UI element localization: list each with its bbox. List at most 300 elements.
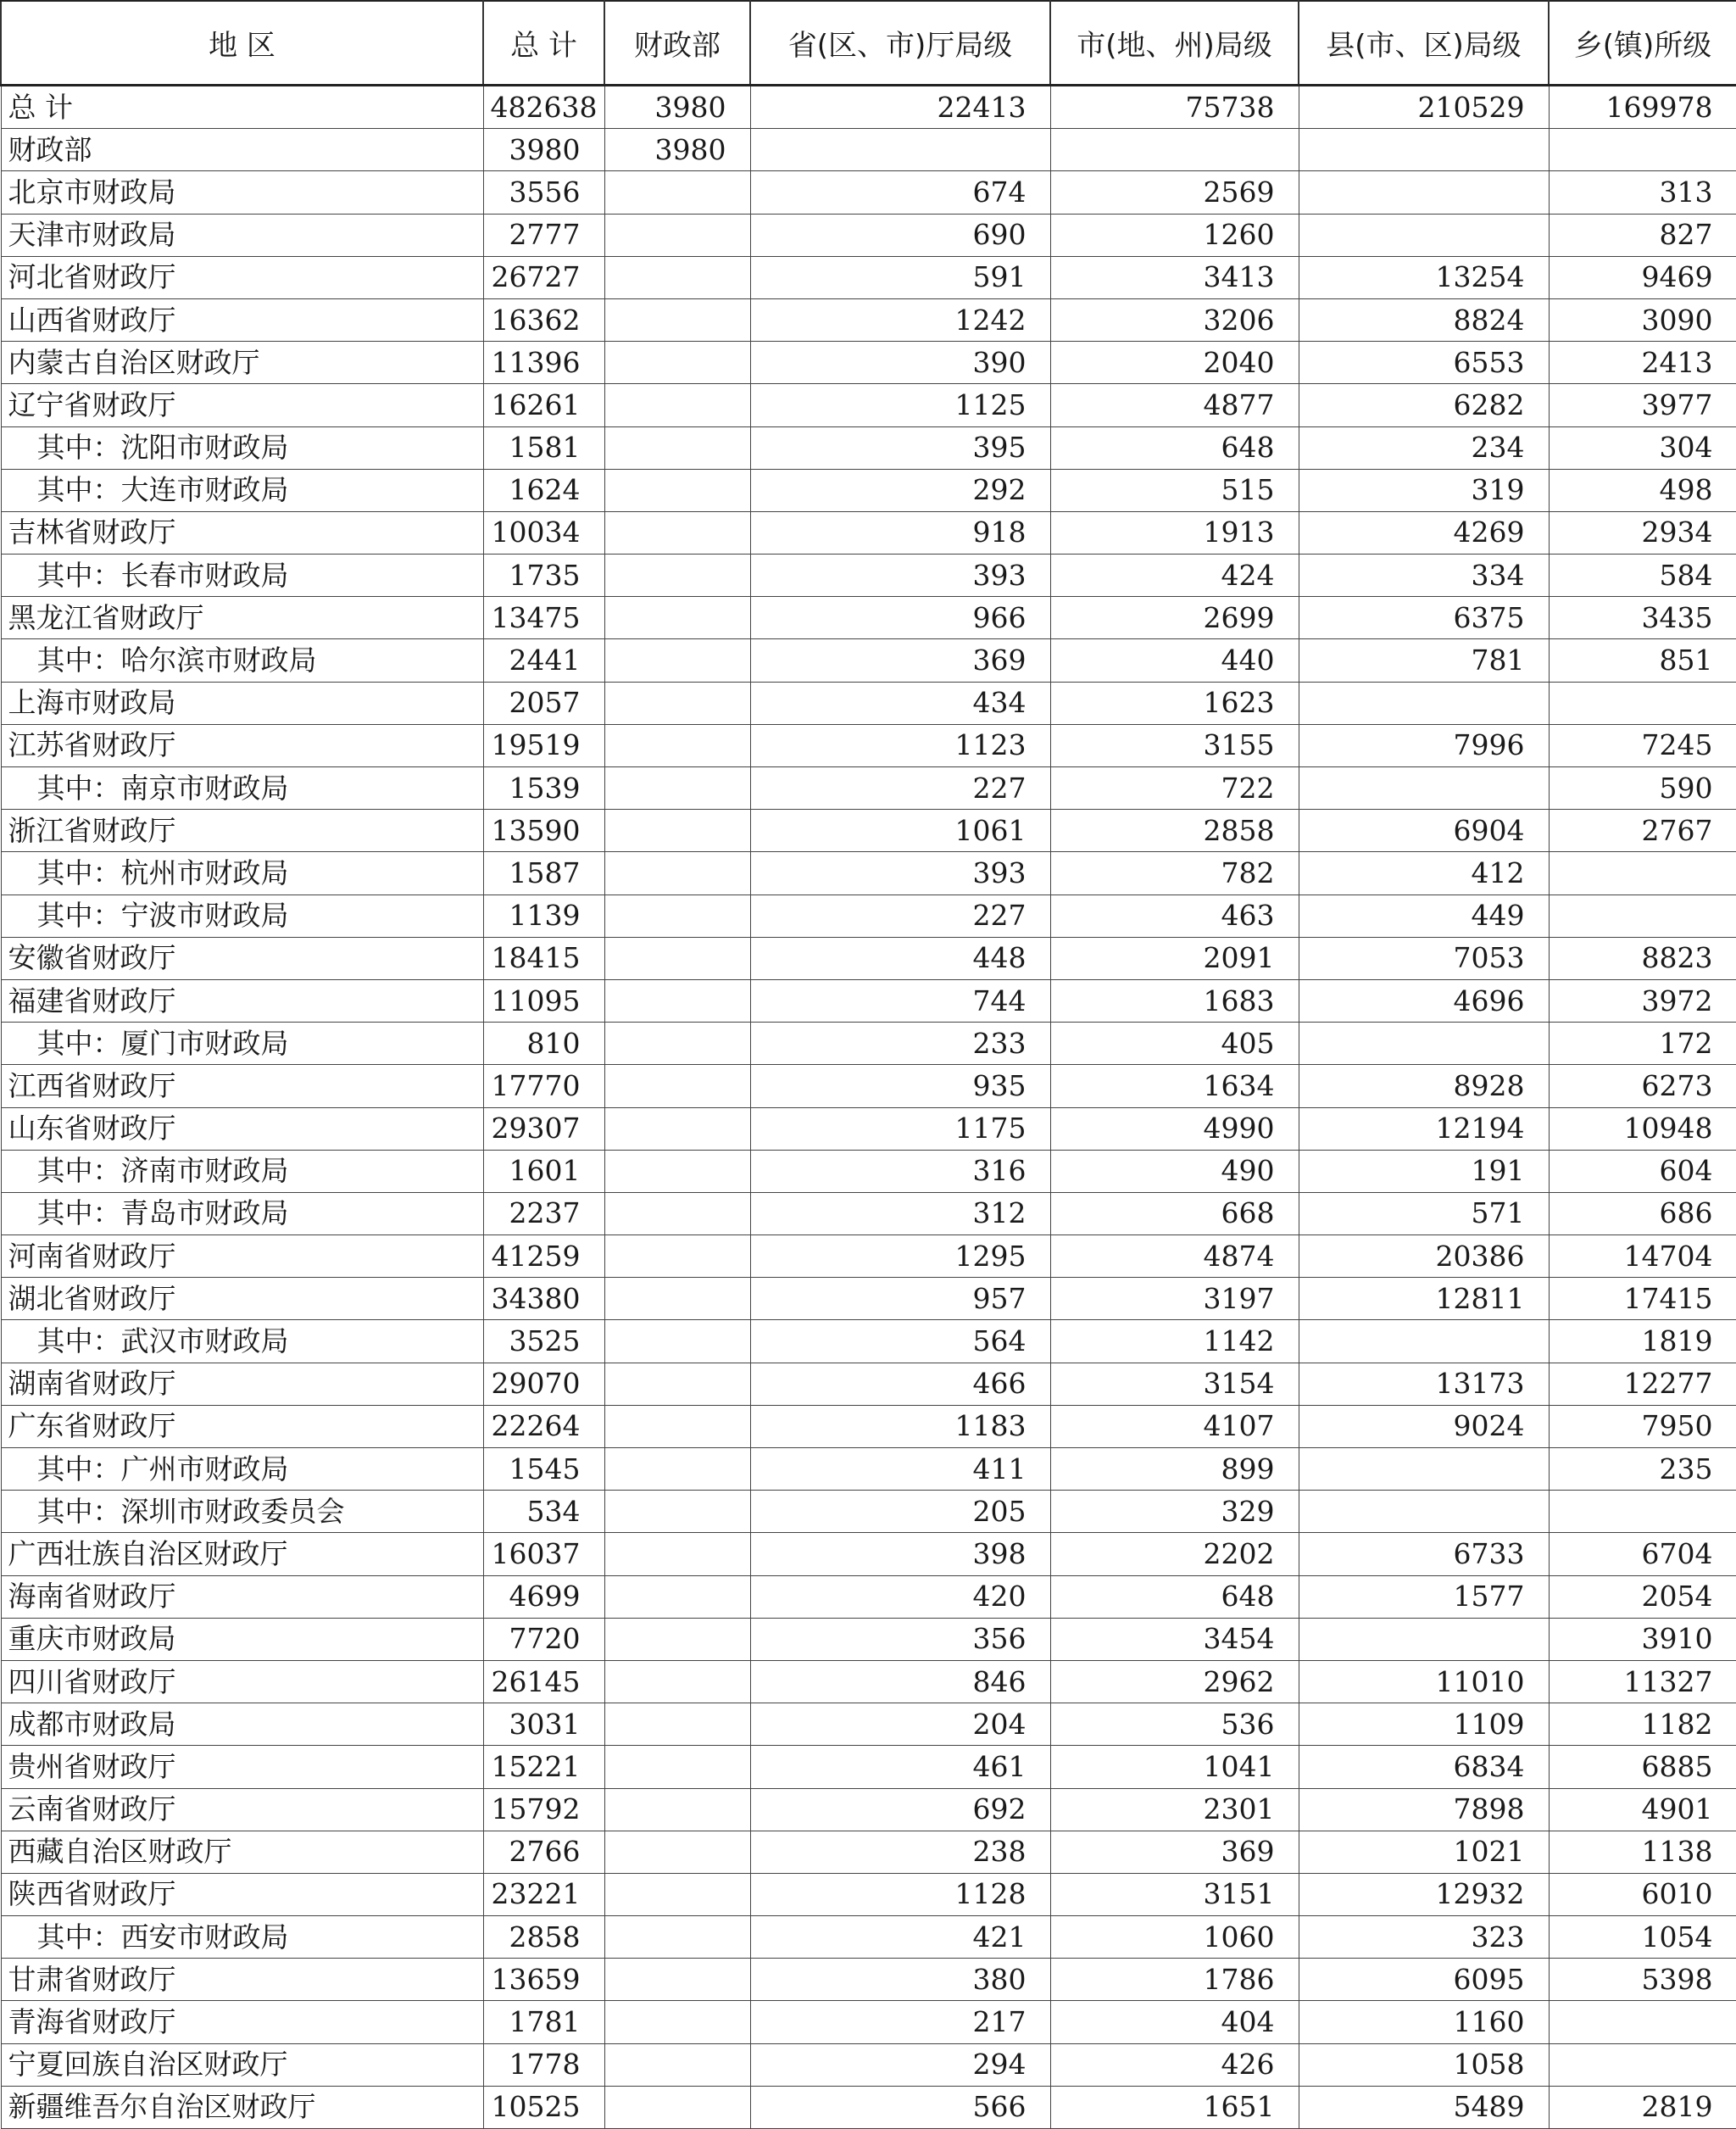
cell-ministry [604, 384, 750, 426]
cell-township-level: 313 [1549, 171, 1736, 214]
cell-city-level: 2091 [1050, 937, 1299, 979]
cell-total: 4699 [483, 1575, 604, 1618]
table-row [1, 1533, 1736, 1575]
cell-city-level: 3413 [1050, 256, 1299, 298]
table-row [1, 171, 1736, 214]
cell-township-level: 2054 [1549, 1575, 1736, 1618]
cell-total: 10034 [483, 511, 604, 554]
cell-province-level: 395 [750, 426, 1050, 469]
cell-ministry [604, 1491, 750, 1533]
cell-province-level: 369 [750, 639, 1050, 682]
table-row [1, 555, 1736, 597]
cell-total: 13659 [483, 1959, 604, 2001]
cell-city-level: 329 [1050, 1491, 1299, 1533]
cell-province-level: 227 [750, 767, 1050, 810]
cell-ministry [604, 1235, 750, 1278]
cell-province-level: 380 [750, 1959, 1050, 2001]
cell-township-level: 304 [1549, 426, 1736, 469]
cell-county-level [1299, 214, 1549, 256]
cell-county-level: 449 [1299, 895, 1549, 937]
cell-province-level: 238 [750, 1831, 1050, 1873]
cell-township-level: 1819 [1549, 1320, 1736, 1363]
cell-city-level: 536 [1050, 1703, 1299, 1746]
header-township-level: 乡(镇)所级 [1549, 1, 1736, 86]
cell-township-level: 1138 [1549, 1831, 1736, 1873]
header-row [1, 1, 1736, 86]
cell-township-level: 2767 [1549, 810, 1736, 852]
cell-province-level: 1175 [750, 1107, 1050, 1150]
table-row [1, 298, 1736, 341]
cell-county-level: 412 [1299, 852, 1549, 895]
row-region-name: 湖北省财政厅 [1, 1278, 483, 1320]
cell-city-level: 463 [1050, 895, 1299, 937]
cell-county-level: 5489 [1299, 2086, 1549, 2128]
cell-city-level: 3155 [1050, 724, 1299, 766]
cell-city-level: 4990 [1050, 1107, 1299, 1150]
cell-county-level: 6733 [1299, 1533, 1549, 1575]
cell-city-level: 648 [1050, 1575, 1299, 1618]
cell-total: 2237 [483, 1192, 604, 1234]
row-region-name: 浙江省财政厅 [1, 810, 483, 852]
cell-province-level: 935 [750, 1065, 1050, 1107]
cell-county-level: 1021 [1299, 1831, 1549, 1873]
cell-township-level: 5398 [1549, 1959, 1736, 2001]
cell-total: 1624 [483, 469, 604, 511]
row-region-name: 其中：哈尔滨市财政局 [1, 639, 483, 682]
row-region-name: 陕西省财政厅 [1, 1873, 483, 1915]
cell-city-level: 4107 [1050, 1405, 1299, 1447]
row-region-name: 其中：大连市财政局 [1, 469, 483, 511]
cell-total: 3525 [483, 1320, 604, 1363]
cell-province-level: 1125 [750, 384, 1050, 426]
row-region-name: 四川省财政厅 [1, 1660, 483, 1703]
cell-total: 2858 [483, 1916, 604, 1959]
table-row [1, 129, 1736, 171]
table-row [1, 1491, 1736, 1533]
cell-ministry [604, 597, 750, 639]
table-row [1, 1363, 1736, 1405]
cell-ministry [604, 555, 750, 597]
row-region-name: 福建省财政厅 [1, 979, 483, 1022]
cell-county-level: 6834 [1299, 1746, 1549, 1788]
table-row [1, 597, 1736, 639]
cell-city-level: 2962 [1050, 1660, 1299, 1703]
cell-township-level [1549, 682, 1736, 724]
cell-ministry [604, 256, 750, 298]
cell-township-level: 11327 [1549, 1660, 1736, 1703]
cell-total: 23221 [483, 1873, 604, 1915]
cell-ministry [604, 1575, 750, 1618]
cell-province-level: 564 [750, 1320, 1050, 1363]
cell-city-level: 782 [1050, 852, 1299, 895]
cell-ministry [604, 2043, 750, 2086]
cell-ministry [604, 1065, 750, 1107]
cell-township-level: 2819 [1549, 2086, 1736, 2128]
cell-township-level: 3910 [1549, 1618, 1736, 1660]
cell-county-level: 319 [1299, 469, 1549, 511]
table-row [1, 1916, 1736, 1959]
cell-county-level: 1109 [1299, 1703, 1549, 1746]
table-row [1, 682, 1736, 724]
cell-total: 1587 [483, 852, 604, 895]
cell-township-level [1549, 129, 1736, 171]
row-region-name: 广东省财政厅 [1, 1405, 483, 1447]
table-row [1, 1703, 1736, 1746]
row-region-name: 湖南省财政厅 [1, 1363, 483, 1405]
cell-province-level: 227 [750, 895, 1050, 937]
header-ministry: 财政部 [604, 1, 750, 86]
cell-township-level [1549, 1491, 1736, 1533]
row-region-name: 成都市财政局 [1, 1703, 483, 1746]
row-region-name: 其中：广州市财政局 [1, 1448, 483, 1491]
cell-total: 41259 [483, 1235, 604, 1278]
cell-province-level: 411 [750, 1448, 1050, 1491]
header-county-level: 县(市、区)局级 [1299, 1, 1549, 86]
cell-total: 13590 [483, 810, 604, 852]
cell-township-level: 3977 [1549, 384, 1736, 426]
cell-total: 1581 [483, 426, 604, 469]
cell-province-level: 744 [750, 979, 1050, 1022]
row-region-name: 北京市财政局 [1, 171, 483, 214]
cell-ministry [604, 1448, 750, 1491]
cell-county-level [1299, 1448, 1549, 1491]
cell-county-level: 1160 [1299, 2001, 1549, 2043]
cell-ministry [604, 1831, 750, 1873]
cell-total: 7720 [483, 1618, 604, 1660]
cell-township-level: 851 [1549, 639, 1736, 682]
cell-township-level: 235 [1549, 1448, 1736, 1491]
cell-ministry [604, 1788, 750, 1831]
cell-city-level: 2301 [1050, 1788, 1299, 1831]
table-row [1, 1405, 1736, 1447]
cell-ministry [604, 1150, 750, 1192]
row-region-name: 其中：杭州市财政局 [1, 852, 483, 895]
cell-ministry [604, 2001, 750, 2043]
cell-county-level: 8928 [1299, 1065, 1549, 1107]
cell-total: 26145 [483, 1660, 604, 1703]
cell-county-level: 9024 [1299, 1405, 1549, 1447]
cell-county-level: 12194 [1299, 1107, 1549, 1150]
cell-province-level: 591 [750, 256, 1050, 298]
row-region-name: 其中：深圳市财政委员会 [1, 1491, 483, 1533]
cell-city-level: 75738 [1050, 86, 1299, 129]
cell-city-level: 405 [1050, 1023, 1299, 1065]
cell-province-level: 292 [750, 469, 1050, 511]
cell-total: 2057 [483, 682, 604, 724]
cell-township-level [1549, 2043, 1736, 2086]
cell-township-level: 686 [1549, 1192, 1736, 1234]
cell-province-level: 461 [750, 1746, 1050, 1788]
cell-ministry [604, 1873, 750, 1915]
table-row [1, 384, 1736, 426]
row-region-name: 吉林省财政厅 [1, 511, 483, 554]
cell-province-level: 690 [750, 214, 1050, 256]
cell-total: 2766 [483, 1831, 604, 1873]
cell-township-level: 590 [1549, 767, 1736, 810]
row-region-name: 其中：厦门市财政局 [1, 1023, 483, 1065]
cell-county-level: 210529 [1299, 86, 1549, 129]
cell-total: 1545 [483, 1448, 604, 1491]
cell-ministry [604, 979, 750, 1022]
row-region-name: 新疆维吾尔自治区财政厅 [1, 2086, 483, 2128]
row-region-name: 辽宁省财政厅 [1, 384, 483, 426]
cell-total: 16261 [483, 384, 604, 426]
cell-ministry [604, 298, 750, 341]
table-body [1, 86, 1736, 2129]
header-region: 地 区 [1, 1, 483, 86]
cell-total: 18415 [483, 937, 604, 979]
cell-county-level [1299, 1320, 1549, 1363]
cell-township-level: 4901 [1549, 1788, 1736, 1831]
cell-province-level: 1295 [750, 1235, 1050, 1278]
cell-ministry [604, 511, 750, 554]
cell-county-level: 7898 [1299, 1788, 1549, 1831]
cell-total: 482638 [483, 86, 604, 129]
cell-county-level: 1058 [1299, 2043, 1549, 2086]
cell-township-level: 6704 [1549, 1533, 1736, 1575]
table-row [1, 426, 1736, 469]
row-region-name: 其中：济南市财政局 [1, 1150, 483, 1192]
cell-township-level: 17415 [1549, 1278, 1736, 1320]
cell-city-level: 3151 [1050, 1873, 1299, 1915]
cell-province-level: 217 [750, 2001, 1050, 2043]
cell-city-level: 3197 [1050, 1278, 1299, 1320]
cell-total: 534 [483, 1491, 604, 1533]
row-region-name: 其中：西安市财政局 [1, 1916, 483, 1959]
row-region-name: 山西省财政厅 [1, 298, 483, 341]
cell-township-level: 10948 [1549, 1107, 1736, 1150]
cell-county-level: 6553 [1299, 342, 1549, 384]
row-region-name: 海南省财政厅 [1, 1575, 483, 1618]
cell-total: 34380 [483, 1278, 604, 1320]
table-row [1, 1107, 1736, 1150]
cell-province-level: 966 [750, 597, 1050, 639]
row-region-name: 宁夏回族自治区财政厅 [1, 2043, 483, 2086]
table-row [1, 2001, 1736, 2043]
cell-ministry [604, 1363, 750, 1405]
cell-county-level [1299, 1618, 1549, 1660]
table-row [1, 1788, 1736, 1831]
cell-province-level: 294 [750, 2043, 1050, 2086]
header-total: 总 计 [483, 1, 604, 86]
cell-city-level: 1634 [1050, 1065, 1299, 1107]
cell-province-level: 1242 [750, 298, 1050, 341]
table-row [1, 1831, 1736, 1873]
cell-township-level: 6273 [1549, 1065, 1736, 1107]
cell-city-level: 1913 [1050, 511, 1299, 554]
cell-township-level: 584 [1549, 555, 1736, 597]
cell-total: 3031 [483, 1703, 604, 1746]
row-region-name: 西藏自治区财政厅 [1, 1831, 483, 1873]
cell-province-level [750, 129, 1050, 171]
cell-ministry [604, 639, 750, 682]
cell-city-level: 2040 [1050, 342, 1299, 384]
table-row [1, 1192, 1736, 1234]
cell-county-level: 4696 [1299, 979, 1549, 1022]
cell-total: 16037 [483, 1533, 604, 1575]
header-province-level: 省(区、市)厅局级 [750, 1, 1050, 86]
cell-total: 1139 [483, 895, 604, 937]
table-row [1, 895, 1736, 937]
cell-province-level: 398 [750, 1533, 1050, 1575]
cell-ministry [604, 1023, 750, 1065]
cell-city-level: 668 [1050, 1192, 1299, 1234]
cell-ministry [604, 1278, 750, 1320]
row-region-name: 河南省财政厅 [1, 1235, 483, 1278]
cell-province-level: 22413 [750, 86, 1050, 129]
cell-township-level: 7245 [1549, 724, 1736, 766]
cell-province-level: 393 [750, 852, 1050, 895]
cell-city-level: 3154 [1050, 1363, 1299, 1405]
row-region-name: 内蒙古自治区财政厅 [1, 342, 483, 384]
cell-total: 1601 [483, 1150, 604, 1192]
row-region-name: 江西省财政厅 [1, 1065, 483, 1107]
cell-county-level: 1577 [1299, 1575, 1549, 1618]
table-row [1, 724, 1736, 766]
row-region-name: 甘肃省财政厅 [1, 1959, 483, 2001]
cell-township-level: 827 [1549, 214, 1736, 256]
row-region-name: 其中：长春市财政局 [1, 555, 483, 597]
cell-county-level: 7053 [1299, 937, 1549, 979]
cell-city-level: 1060 [1050, 1916, 1299, 1959]
cell-ministry [604, 682, 750, 724]
table-row [1, 1235, 1736, 1278]
cell-county-level [1299, 767, 1549, 810]
cell-province-level: 356 [750, 1618, 1050, 1660]
cell-city-level: 1260 [1050, 214, 1299, 256]
cell-township-level: 6885 [1549, 1746, 1736, 1788]
cell-ministry [604, 1405, 750, 1447]
cell-township-level: 3972 [1549, 979, 1736, 1022]
cell-county-level: 12811 [1299, 1278, 1549, 1320]
cell-county-level: 191 [1299, 1150, 1549, 1192]
cell-total: 1778 [483, 2043, 604, 2086]
table-row [1, 256, 1736, 298]
row-region-name: 上海市财政局 [1, 682, 483, 724]
cell-city-level: 648 [1050, 426, 1299, 469]
cell-province-level: 434 [750, 682, 1050, 724]
table-row [1, 937, 1736, 979]
cell-township-level: 172 [1549, 1023, 1736, 1065]
cell-township-level: 7950 [1549, 1405, 1736, 1447]
cell-city-level: 369 [1050, 1831, 1299, 1873]
cell-total: 10525 [483, 2086, 604, 2128]
cell-township-level: 3090 [1549, 298, 1736, 341]
cell-ministry [604, 426, 750, 469]
cell-total: 16362 [483, 298, 604, 341]
cell-city-level: 1786 [1050, 1959, 1299, 2001]
cell-province-level: 312 [750, 1192, 1050, 1234]
cell-province-level: 918 [750, 511, 1050, 554]
cell-ministry [604, 342, 750, 384]
row-region-name: 总 计 [1, 86, 483, 129]
cell-county-level: 4269 [1299, 511, 1549, 554]
cell-total: 22264 [483, 1405, 604, 1447]
table-row [1, 1746, 1736, 1788]
cell-county-level: 13173 [1299, 1363, 1549, 1405]
cell-province-level: 393 [750, 555, 1050, 597]
table-row [1, 1873, 1736, 1915]
cell-ministry [604, 1107, 750, 1150]
cell-township-level [1549, 895, 1736, 937]
cell-province-level: 204 [750, 1703, 1050, 1746]
row-region-name: 山东省财政厅 [1, 1107, 483, 1150]
cell-county-level: 7996 [1299, 724, 1549, 766]
cell-total: 11396 [483, 342, 604, 384]
cell-city-level: 440 [1050, 639, 1299, 682]
cell-province-level: 233 [750, 1023, 1050, 1065]
cell-county-level [1299, 1491, 1549, 1533]
table-row [1, 1320, 1736, 1363]
cell-ministry [604, 724, 750, 766]
cell-county-level: 20386 [1299, 1235, 1549, 1278]
cell-province-level: 390 [750, 342, 1050, 384]
cell-city-level: 3454 [1050, 1618, 1299, 1660]
row-region-name: 青海省财政厅 [1, 2001, 483, 2043]
row-region-name: 其中：宁波市财政局 [1, 895, 483, 937]
cell-province-level: 1061 [750, 810, 1050, 852]
cell-province-level: 420 [750, 1575, 1050, 1618]
cell-county-level: 781 [1299, 639, 1549, 682]
cell-ministry [604, 1703, 750, 1746]
table-row [1, 767, 1736, 810]
table-row [1, 342, 1736, 384]
table-row [1, 639, 1736, 682]
cell-total: 13475 [483, 597, 604, 639]
cell-total: 29307 [483, 1107, 604, 1150]
row-region-name: 其中：沈阳市财政局 [1, 426, 483, 469]
header-city-level: 市(地、州)局级 [1050, 1, 1299, 86]
row-region-name: 其中：青岛市财政局 [1, 1192, 483, 1234]
cell-city-level: 490 [1050, 1150, 1299, 1192]
row-region-name: 江苏省财政厅 [1, 724, 483, 766]
cell-province-level: 421 [750, 1916, 1050, 1959]
cell-ministry [604, 1618, 750, 1660]
row-region-name: 重庆市财政局 [1, 1618, 483, 1660]
cell-county-level [1299, 171, 1549, 214]
cell-township-level: 1182 [1549, 1703, 1736, 1746]
table-row [1, 1660, 1736, 1703]
cell-city-level: 515 [1050, 469, 1299, 511]
cell-county-level: 6282 [1299, 384, 1549, 426]
cell-total: 3556 [483, 171, 604, 214]
cell-total: 19519 [483, 724, 604, 766]
cell-county-level [1299, 682, 1549, 724]
cell-city-level: 2858 [1050, 810, 1299, 852]
cell-city-level: 1041 [1050, 1746, 1299, 1788]
cell-ministry [604, 1660, 750, 1703]
row-region-name: 黑龙江省财政厅 [1, 597, 483, 639]
cell-province-level: 316 [750, 1150, 1050, 1192]
cell-county-level: 6904 [1299, 810, 1549, 852]
cell-ministry [604, 937, 750, 979]
cell-ministry [604, 1916, 750, 1959]
cell-ministry: 3980 [604, 86, 750, 129]
cell-city-level: 1142 [1050, 1320, 1299, 1363]
table-row [1, 469, 1736, 511]
cell-county-level: 8824 [1299, 298, 1549, 341]
cell-township-level: 9469 [1549, 256, 1736, 298]
cell-ministry [604, 1533, 750, 1575]
cell-city-level: 2202 [1050, 1533, 1299, 1575]
cell-township-level [1549, 852, 1736, 895]
cell-ministry [604, 1746, 750, 1788]
table-row [1, 810, 1736, 852]
row-region-name: 其中：南京市财政局 [1, 767, 483, 810]
cell-ministry [604, 1959, 750, 2001]
table-row [1, 1023, 1736, 1065]
cell-province-level: 205 [750, 1491, 1050, 1533]
